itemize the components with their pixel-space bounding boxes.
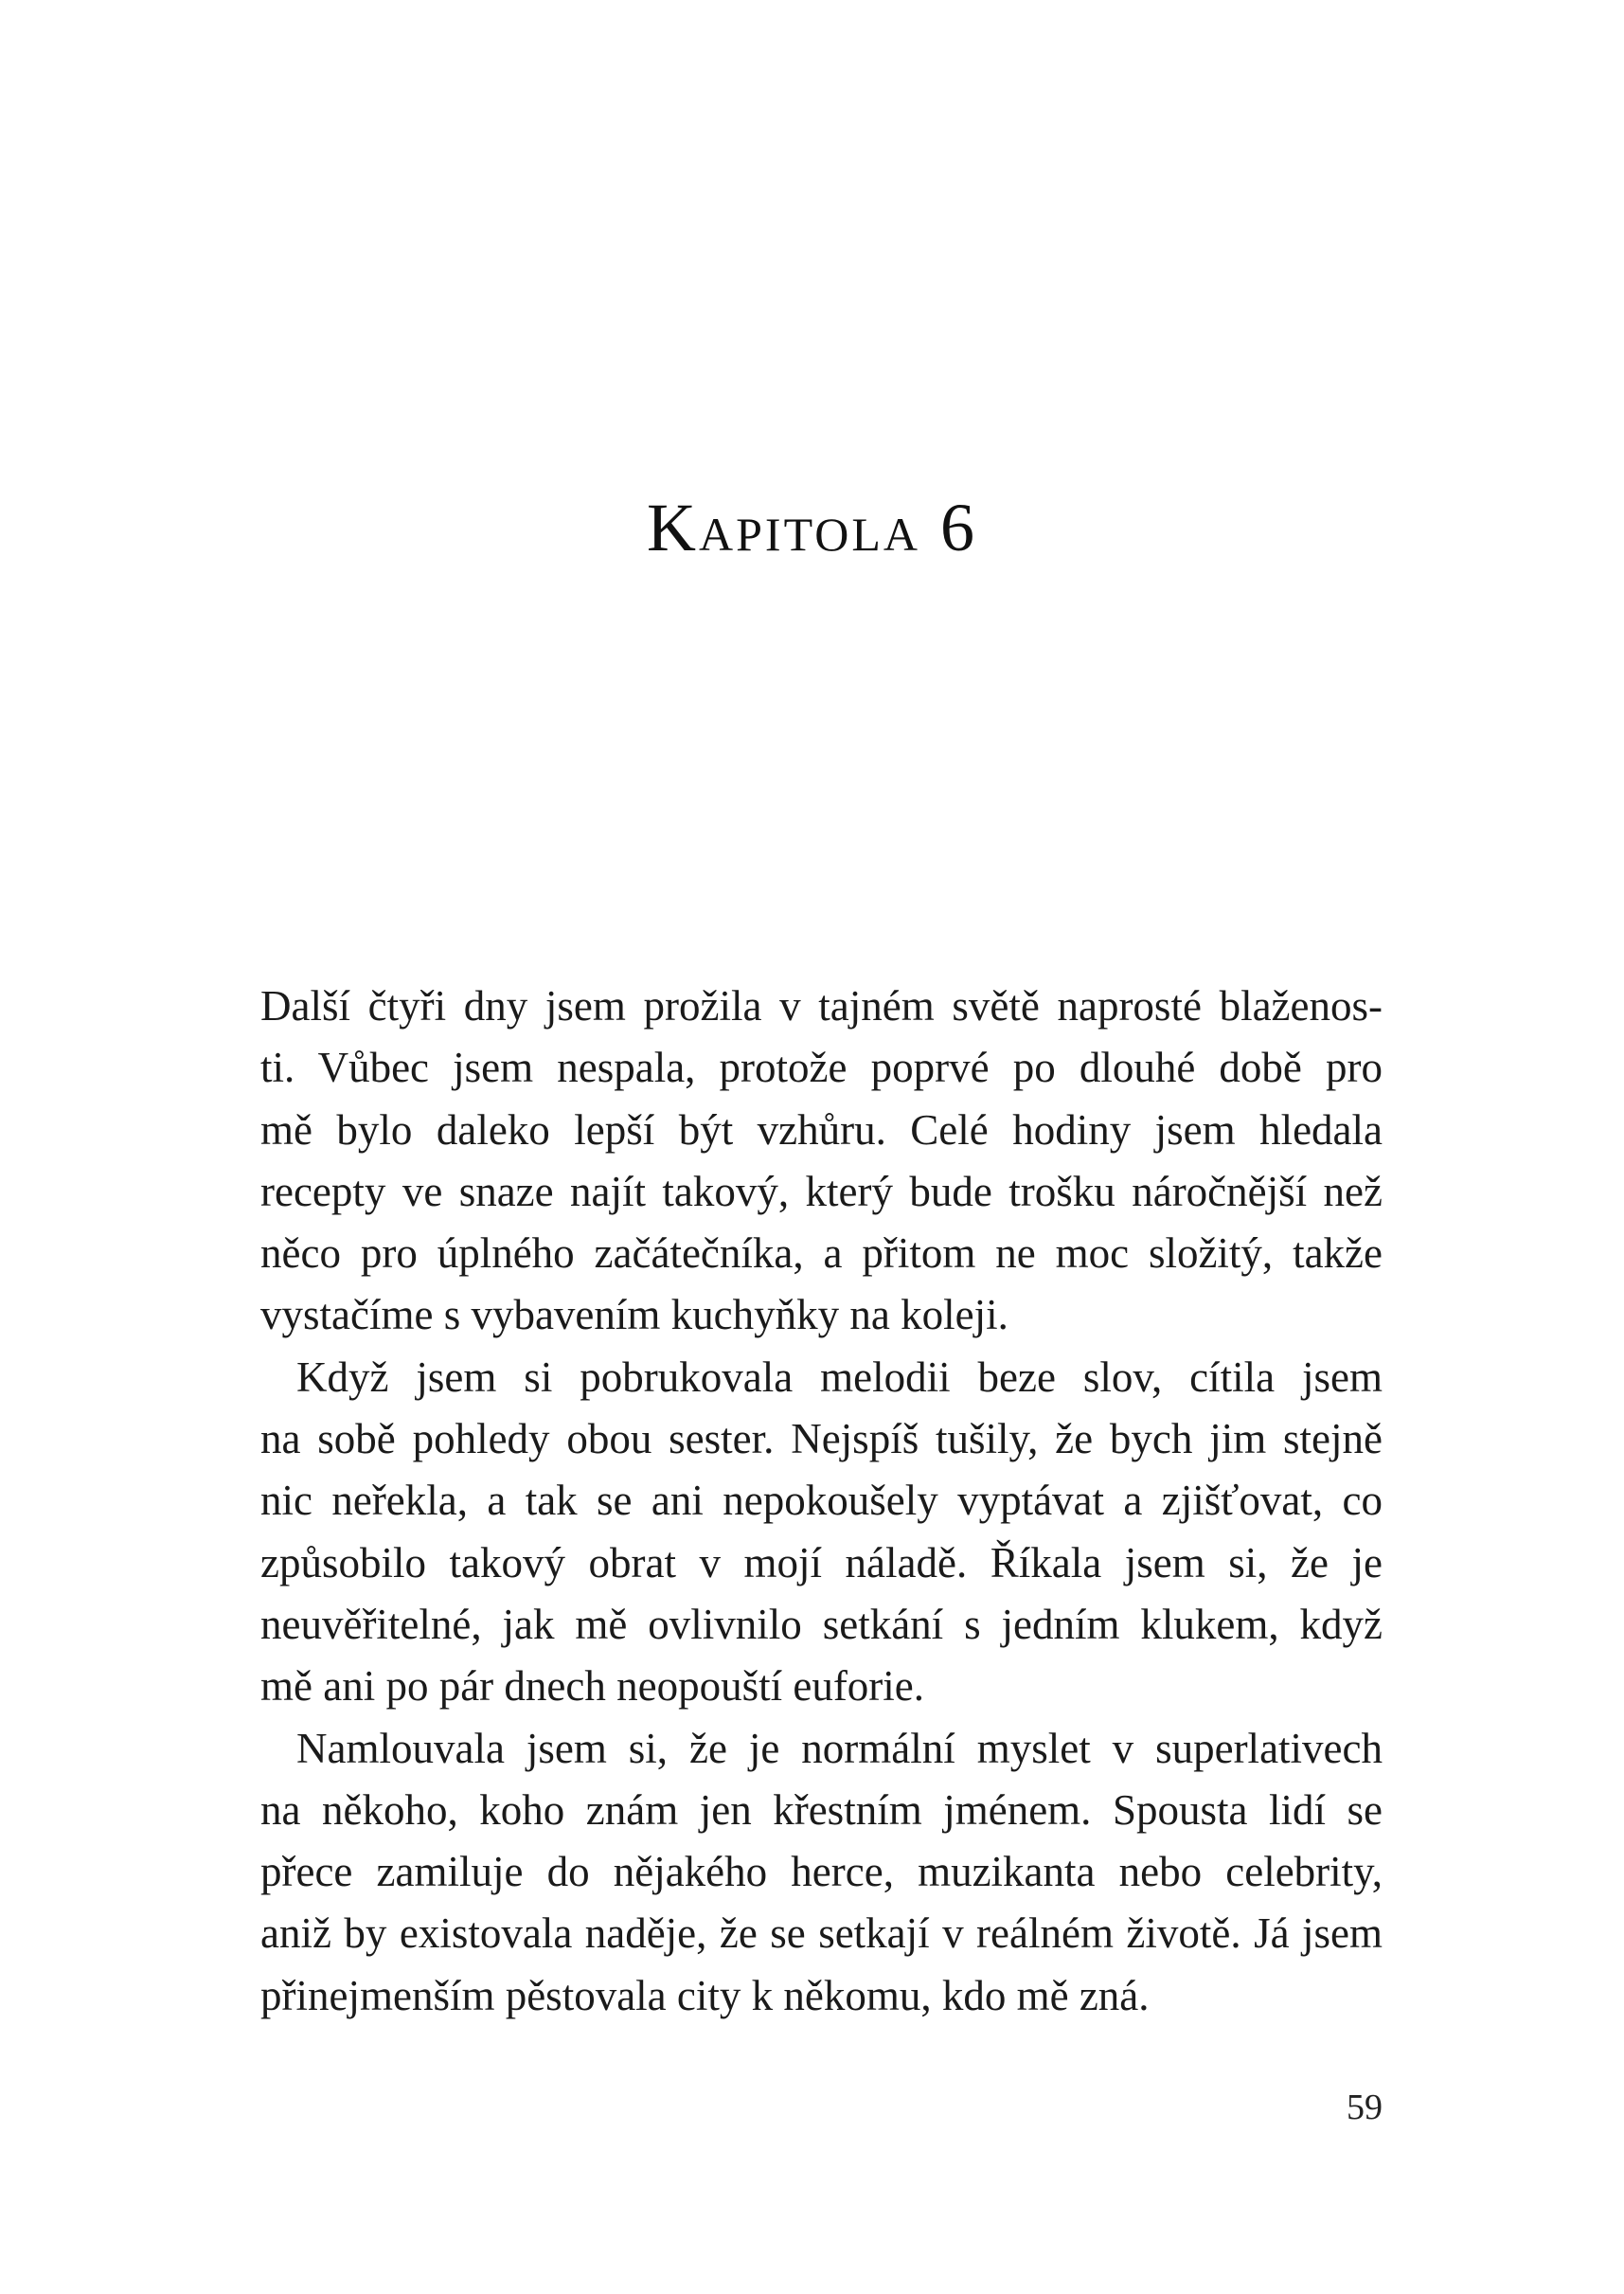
text-line: vystačíme s vybavením kuchyňky na koleji.	[260, 1291, 1008, 1339]
text-line: způsobilo takový obrat v mojí náladě. Říkala jsem si, že je	[260, 1538, 1383, 1586]
chapter-title: Kapitola 6	[647, 490, 977, 565]
page-number: 59	[1347, 2088, 1383, 2127]
text-line: nic neřekla, a tak se ani nepokoušely vyptávat a zjišťovat, co	[260, 1477, 1383, 1525]
text-line: něco pro úplného začátečníka, a přitom ne moc složitý, takže	[260, 1229, 1383, 1278]
text-line: recepty ve snaze najít takový, který bude trošku náročnější než	[260, 1167, 1383, 1215]
chapter-body	[260, 976, 1383, 2027]
text-line: aniž by existovala naděje, že se setkají v reálném životě. Já jsem	[260, 1909, 1383, 1958]
text-line: Namlouvala jsem si, že je normální myslet v superlativech	[296, 1724, 1383, 1772]
text-line: přece zamiluje do nějakého herce, muzikanta nebo celebrity,	[260, 1848, 1383, 1896]
text-line: Když jsem si pobrukovala melodii beze slov, cítila jsem	[296, 1353, 1383, 1401]
text-line: na sobě pohledy obou sester. Nejspíš tušily, že bych jim stejně	[260, 1415, 1383, 1463]
text-line: mě bylo daleko lepší být vzhůru. Celé hodiny jsem hledala	[260, 1105, 1383, 1154]
text-line: na někoho, koho znám jen křestním jménem. Spousta lidí se	[260, 1785, 1383, 1834]
text-line: mě ani po pár dnech neopouští euforie.	[260, 1662, 925, 1711]
text-line: neuvěřitelné, jak mě ovlivnilo setkání s jedním klukem, když	[260, 1600, 1383, 1648]
text-line: přinejmenším pěstovala city k někomu, kdo mě zná.	[260, 1971, 1150, 2019]
paragraph	[260, 1347, 1383, 1718]
text-line: Další čtyři dny jsem prožila v tajném světě naprosté blaženos-	[260, 982, 1383, 1030]
paragraph	[260, 976, 1383, 1347]
paragraph	[260, 1718, 1383, 2027]
text-line: ti. Vůbec jsem nespala, protože poprvé po dlouhé době pro	[260, 1044, 1383, 1092]
